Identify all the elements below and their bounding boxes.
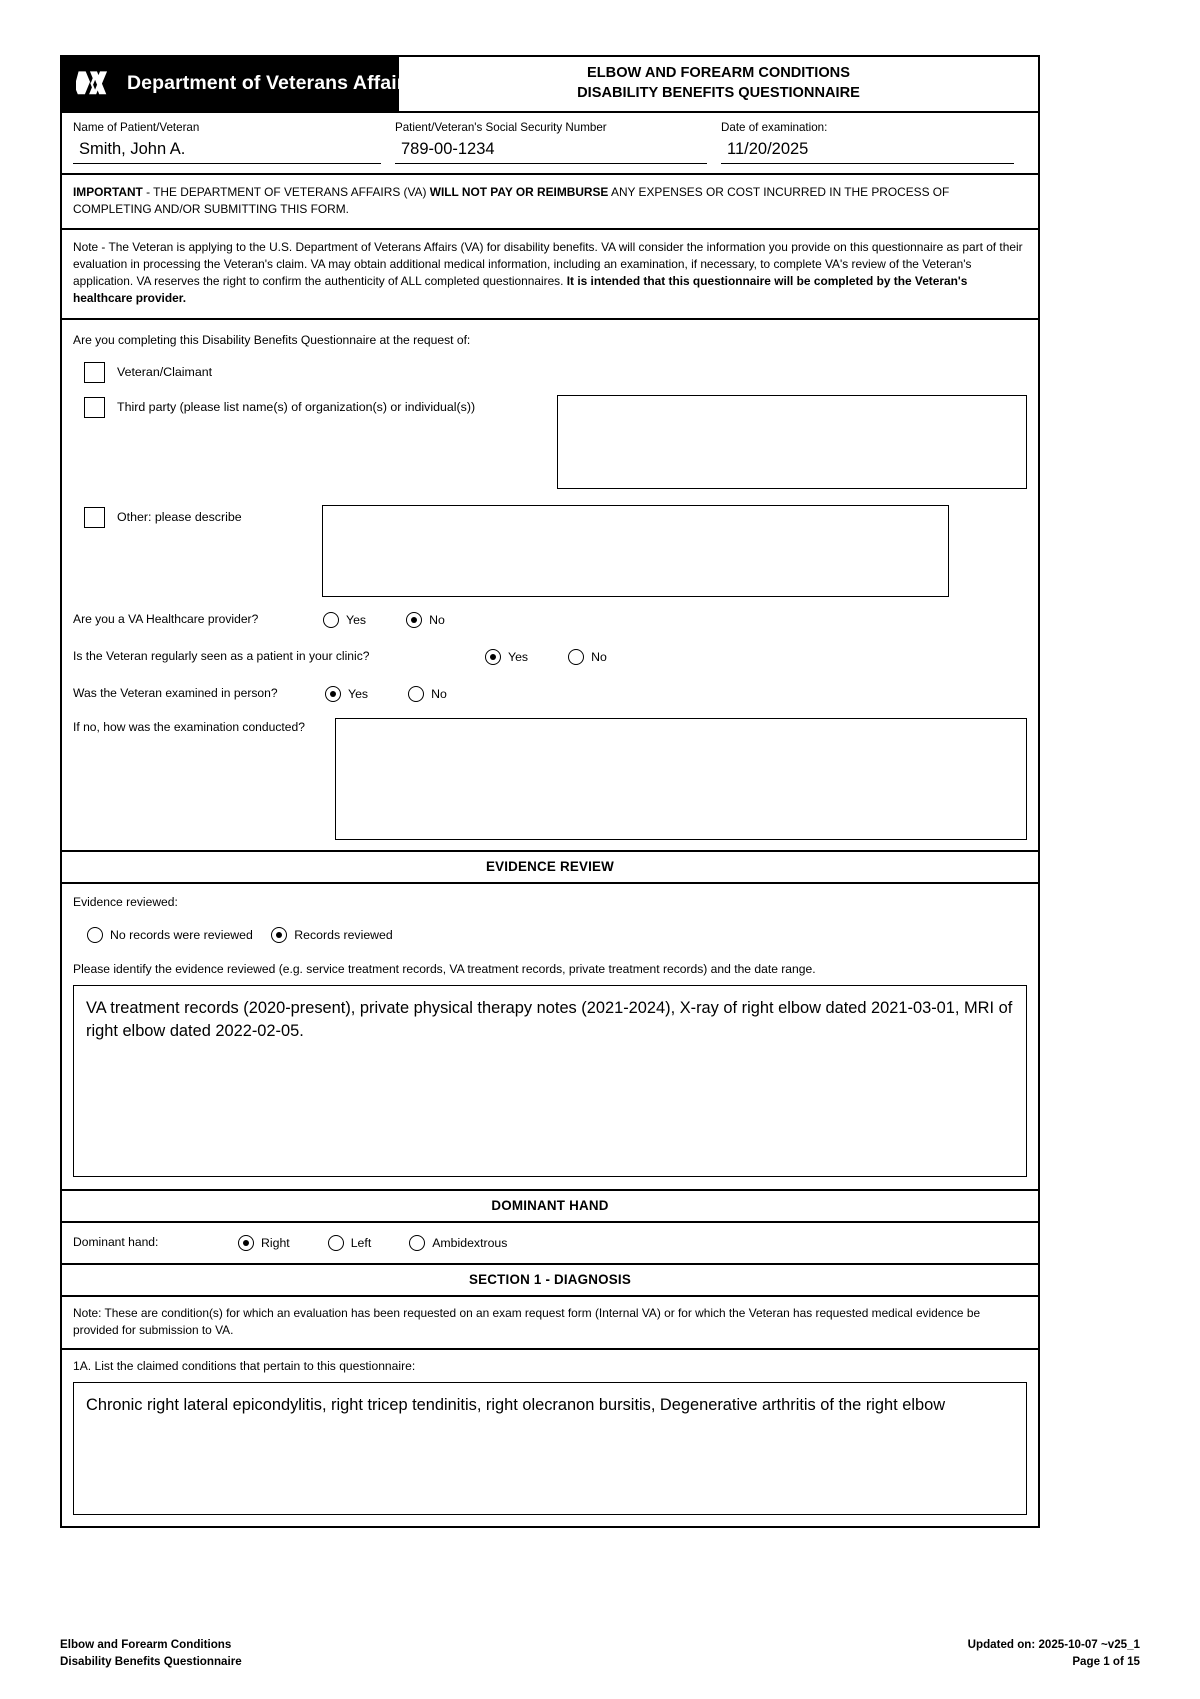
patient-identification-row [62, 113, 1038, 175]
note-text [73, 239, 1027, 308]
veteran-claimant-label: Veteran/Claimant [117, 365, 213, 380]
third-party-checkbox[interactable] [84, 397, 105, 418]
evidence-no-records-label: No records were reviewed [110, 928, 253, 943]
important-notice-text [73, 184, 1027, 218]
dominant-hand-ambidextrous-label: Ambidextrous [432, 1235, 508, 1250]
provider-question-0-no-label: No [429, 612, 445, 627]
provider-question-2-yes-radio[interactable] [325, 686, 341, 702]
footer-page-number: Page 1 of 15 [1072, 1655, 1140, 1669]
exam-date-label: Date of examination: [721, 121, 828, 134]
exam-conducted-label: If no, how was the examination conducted? [73, 720, 305, 735]
provider-question-1-yes-label: Yes [508, 649, 529, 664]
q1a-textarea[interactable] [73, 1382, 1027, 1515]
evidence-option-records-reviewed[interactable] [271, 927, 392, 943]
patient-ssn-label: Patient/Veteran's Social Security Number [395, 121, 607, 134]
request-of-block [62, 320, 1038, 853]
evidence-reviewed-prompt: Evidence reviewed: [73, 895, 178, 910]
evidence-identify-textarea[interactable] [73, 985, 1027, 1177]
important-bold2: WILL NOT PAY OR REIMBURSE [429, 184, 609, 199]
other-label: Other: please describe [117, 510, 242, 525]
form-title-line2: DISABILITY BENEFITS QUESTIONNAIRE [577, 85, 860, 101]
agency-name: Department of Veterans Affairs [127, 72, 416, 95]
provider-question-1-no[interactable] [568, 649, 607, 665]
exam-conducted-row [73, 718, 1027, 850]
important-notice [62, 175, 1038, 230]
option-veteran-claimant[interactable] [84, 362, 1027, 383]
provider-question-0-label: Are you a VA Healthcare provider? [73, 612, 259, 627]
note-paragraph [62, 230, 1038, 320]
footer-left-line2: Disability Benefits Questionnaire [60, 1655, 242, 1669]
provider-question-1-no-label: No [591, 649, 607, 664]
provider-question-1-yes-radio[interactable] [485, 649, 501, 665]
dominant-hand-option-ambidextrous[interactable] [409, 1235, 507, 1251]
other-checkbox[interactable] [84, 507, 105, 528]
option-other[interactable] [84, 507, 322, 528]
evidence-review-block [62, 884, 1038, 1191]
evidence-identify-value: VA treatment records (2020-present), private physical therapy notes (2021-2024), X-ray of right elbow dated 2021-03-01, MRI of right elbow dated 2022-02-05. [86, 999, 1013, 1041]
patient-ssn-value[interactable]: 789-00-1234 [395, 135, 707, 164]
evidence-records-reviewed-label: Records reviewed [294, 928, 393, 943]
form-title [399, 57, 1038, 111]
provider-question-0-no[interactable] [406, 612, 445, 628]
provider-question-2-label: Was the Veteran examined in person? [73, 686, 278, 701]
note-bold-tail: It is intended that this questionnaire will be completed by the Veteran's healthcare provider. [73, 274, 968, 306]
dbq-form [60, 55, 1040, 1528]
provider-question-0-yes[interactable] [323, 612, 366, 628]
provider-question-1-no-radio[interactable] [568, 649, 584, 665]
evidence-option-no-records[interactable] [87, 927, 253, 943]
important-tail: ANY EXPENSES OR COST INCURRED IN THE PROCESS OF COMPLETING AND/OR SUBMITTING THIS FORM. [73, 184, 950, 216]
section1-q1a-block [62, 1350, 1038, 1526]
patient-name-value[interactable]: Smith, John A. [73, 135, 381, 164]
veteran-claimant-checkbox[interactable] [84, 362, 105, 383]
provider-question-1 [73, 648, 1027, 665]
provider-question-2-no-radio[interactable] [408, 686, 424, 702]
patient-name-cell [73, 120, 395, 164]
exam-date-cell [721, 120, 1028, 164]
provider-question-1-yes[interactable] [485, 649, 528, 665]
third-party-label: Third party (please list name(s) of organization(s) or individual(s)) [117, 400, 476, 415]
footer-left [60, 1637, 242, 1671]
page-footer [60, 1637, 1140, 1671]
provider-question-0-yes-radio[interactable] [323, 612, 339, 628]
important-lead: IMPORTANT [73, 184, 143, 199]
section1-note-text: Note: These are condition(s) for which an evaluation has been requested on an exam request form (Internal VA) or for which the Veteran has requested medical evidence be provided for submission to VA. [73, 1305, 981, 1338]
third-party-textarea[interactable] [557, 395, 1027, 489]
va-logo-icon [76, 69, 114, 99]
provider-question-0 [73, 611, 1027, 628]
dominant-hand-left-label: Left [350, 1235, 372, 1250]
dominant-hand-left-radio[interactable] [328, 1235, 344, 1251]
exam-conducted-textarea[interactable] [335, 718, 1027, 840]
dominant-hand-label: Dominant hand: [73, 1235, 159, 1250]
provider-question-2-yes-label: Yes [348, 686, 369, 701]
dominant-hand-right-label: Right [261, 1235, 290, 1250]
patient-name-label: Name of Patient/Veteran [73, 121, 200, 134]
evidence-review-section-title: EVIDENCE REVIEW [62, 852, 1038, 884]
evidence-identify-prompt: Please identify the evidence reviewed (e.g. service treatment records, VA treatment records, private treatment records) and the date range. [73, 962, 816, 977]
q1a-label: 1A. List the claimed conditions that pertain to this questionnaire: [73, 1359, 416, 1374]
dominant-hand-option-left[interactable] [328, 1235, 372, 1251]
section1-note-block [62, 1297, 1038, 1350]
dominant-hand-ambidextrous-radio[interactable] [409, 1235, 425, 1251]
other-describe-textarea[interactable] [322, 505, 949, 597]
provider-question-2 [73, 685, 1027, 702]
request-of-prompt: Are you completing this Disability Benefits Questionnaire at the request of: [73, 332, 471, 347]
provider-question-1-label: Is the Veteran regularly seen as a patient in your clinic? [73, 649, 370, 664]
form-title-line1: ELBOW AND FOREARM CONDITIONS [587, 65, 850, 82]
provider-question-2-no[interactable] [408, 686, 447, 702]
option-third-party[interactable] [84, 397, 557, 418]
provider-question-0-no-radio[interactable] [406, 612, 422, 628]
provider-question-0-yes-label: Yes [346, 612, 367, 627]
footer-updated-on: Updated on: 2025-10-07 ~v25_1 [967, 1638, 1140, 1652]
va-branding [62, 57, 416, 111]
dominant-hand-option-right[interactable] [238, 1235, 290, 1251]
q1a-value: Chronic right lateral epicondylitis, right tricep tendinitis, right olecranon bursitis, Degenerative arthritis of the right elbow [86, 1396, 946, 1415]
section1-title: SECTION 1 - DIAGNOSIS [62, 1265, 1038, 1297]
important-mid1: - THE DEPARTMENT OF VETERANS AFFAIRS (VA) [142, 184, 430, 199]
evidence-no-records-radio[interactable] [87, 927, 103, 943]
form-header [62, 57, 1038, 113]
dominant-hand-right-radio[interactable] [238, 1235, 254, 1251]
footer-left-line1: Elbow and Forearm Conditions [60, 1638, 232, 1652]
provider-question-2-yes[interactable] [325, 686, 368, 702]
footer-right [968, 1637, 1140, 1671]
patient-ssn-cell [395, 120, 721, 164]
exam-date-value[interactable]: 11/20/2025 [721, 135, 1014, 164]
dominant-hand-section-title: DOMINANT HAND [62, 1191, 1038, 1223]
note-body: Note - The Veteran is applying to the U.S. Department of Veterans Affairs (VA) for disability benefits. VA will consider the information you provide on this questionnaire as part of their evaluation in processing the Veteran's claim. VA may obtain additional medical information, including an examination, if necessary, to complete VA's review of the Veteran's application. VA reserves the right to confirm the authenticity of ALL completed questionnaires. [73, 239, 1023, 289]
evidence-records-reviewed-radio[interactable] [271, 927, 287, 943]
dominant-hand-block [62, 1223, 1038, 1265]
provider-question-2-no-label: No [431, 686, 447, 701]
